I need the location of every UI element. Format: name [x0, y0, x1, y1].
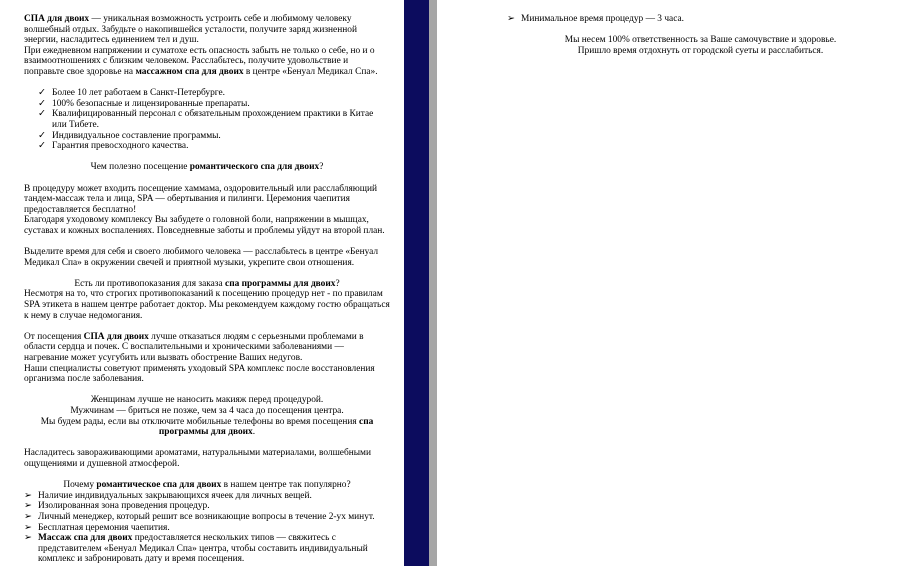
arrow-bullet-icon: ➢	[24, 522, 32, 533]
list-item: ➢ Изолированная зона проведения процедур.	[24, 501, 210, 512]
intro-paragraph-2	[24, 46, 390, 78]
question-heading-3: Почему романтическое спа для двоих в нашем центре так популярно?	[63, 480, 351, 491]
responsibility-line: Мы несем 100% ответственность за Ваше самочувствие и здоровье.	[564, 35, 837, 46]
paragraph-care-complex: Благодаря уходовому комплексу Вы забудете о головной боли, напряжении в мышцах, суставах и кожных воспалениях. Повседневные заботы и проблемы уйдут на второй план.	[24, 215, 385, 236]
tip-phones: Мы будем рады, если вы отключите мобильные телефоны во время посещения спа программы для двоих.	[40, 416, 374, 438]
relax-line: Пришло время отдохнуть от городской суеты и расслабиться.	[577, 45, 824, 56]
document-page-left	[0, 0, 404, 566]
paragraph-procedures: В процедуру может входить посещение хаммама, оздоровительный или расслабляющий тандем-массаж тела и лица, SPA — обертывания и пилинги. Церемония чаепития предоставляется бесплатно!	[24, 183, 378, 215]
intro2-text: При ежедневном напряжении и суматохе есть опасность забыть не только о себе, но и о взаимоотношениях с близким человеком. Расслабьтесь, получите удовольствие и поправьте свое здоровье на	[24, 45, 375, 77]
list-item: ✓ Более 10 лет работаем в Санкт-Петербурге.	[38, 88, 226, 99]
arrow-bullet-icon: ➢	[24, 511, 32, 522]
paragraph-specialists: Наши специалисты советуют применять уходовый SPA комплекс после восстановления организма после заболевания.	[24, 363, 375, 385]
arrow-bullet-icon: ➢	[24, 490, 32, 501]
list-item: ✓ Гарантия превосходного качества.	[38, 141, 189, 152]
checkmark-icon: ✓	[38, 109, 46, 120]
checkmark-icon: ✓	[38, 88, 46, 99]
question-heading-1: Чем полезно посещение романтического спа для двоих?	[90, 162, 324, 173]
paragraph-enjoy: Насладитесь завораживающими ароматами, натуральными материалами, волшебными ощущениями и душевной атмосферой.	[24, 448, 371, 469]
list-item: ➢ Массаж спа для двоих предоставляется нескольких типов — свяжитесь с представителем «Бенуал Медикал Спа» центра, чтобы составить индивидуальный комплекс и забронировать дату и время посещения.	[24, 533, 368, 565]
checkmark-icon: ✓	[38, 130, 46, 141]
question-heading-2: Есть ли противопоказания для заказа спа программы для двоих?	[74, 278, 340, 289]
paragraph-health-warning: От посещения СПА для двоих лучше отказаться людям с серьезными проблемами в области сердца и почек. С воспалительными и хроническими заболеваниями — нагревание может усугубить или вызвать обострение Ваших недугов.	[24, 331, 364, 363]
list-item: ✓ Квалифицированный персонал с обязательным прохождением практики в Китае или Тибете.	[38, 109, 374, 130]
intro2-bold: массажном спа для двоих	[135, 66, 244, 77]
page-gutter	[404, 0, 429, 566]
list-item: ✓ Индивидуальное составление программы.	[38, 130, 221, 141]
list-item: ✓ 100% безопасные и лицензированные препараты.	[38, 98, 250, 109]
checkmark-icon: ✓	[38, 98, 46, 109]
list-item: ➢ Минимальное время процедур — 3 часа.	[507, 14, 684, 24]
arrow-bullet-icon: ➢	[24, 533, 32, 544]
intro-text: — уникальная возможность устроить себе и любимому человеку волшебный отдых. Забудьте о накопившейся усталости, получите заряд жизненной энергии, насладитесь единением тел и душ.	[24, 14, 357, 46]
list-item: ➢ Бесплатная церемония чаепития.	[24, 522, 170, 533]
arrow-bullet-icon: ➢	[507, 14, 515, 24]
tip-women: Женщинам лучше не наносить макияж перед процедурой.	[90, 395, 324, 406]
checkmark-icon: ✓	[38, 141, 46, 152]
tip-men: Мужчинам — бриться не позже, чем за 4 часа до посещения центра.	[70, 405, 344, 416]
list-item: ➢ Личный менеджер, который решит все возникающие вопросы в течение 2-ух минут.	[24, 511, 375, 522]
min-time-arrow-list	[507, 14, 894, 25]
intro-paragraph-1	[24, 14, 390, 46]
list-item: ➢ Наличие индивидуальных закрывающихся ячеек для личных вещей.	[24, 490, 312, 501]
popularity-arrow-list	[24, 491, 390, 565]
intro2-text-2: в центре «Бенуал Медикал Спа».	[243, 66, 378, 77]
benefits-checklist	[38, 88, 390, 152]
intro-bold: СПА для двоих	[24, 14, 90, 24]
arrow-bullet-icon: ➢	[24, 501, 32, 512]
document-page-right	[437, 0, 914, 566]
paragraph-contraindications: Несмотря на то, что строгих противопоказаний к посещению процедур нет - по правилам SPA этикета в нашем центре работает доктор. Мы рекомендуем каждому гостю обращаться к нему в случае недомогания.	[24, 289, 390, 321]
paragraph-relax: Выделите время для себя и своего любимого человека — расслабьтесь в центре «Бенуал Медикал Спа» в окружении свечей и приятной музыки, укрепите свои отношения.	[24, 247, 379, 268]
page-separator	[429, 0, 437, 566]
